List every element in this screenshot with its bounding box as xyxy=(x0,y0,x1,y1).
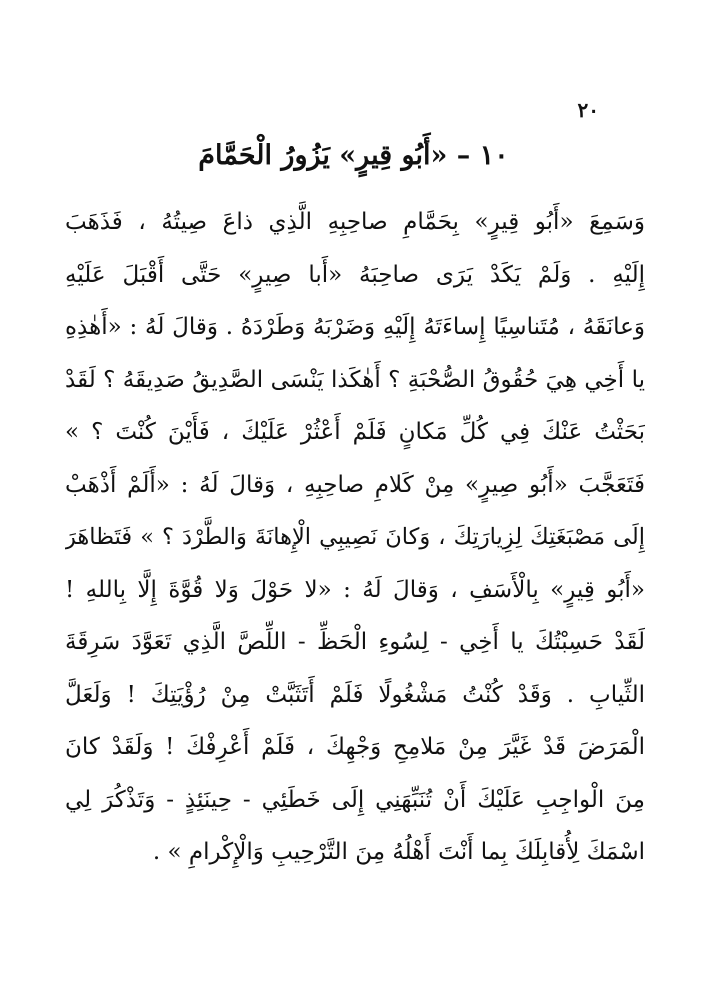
text-line: يا أَخِي هِيَ حُقُوقُ الصُّحْبَةِ ؟ أَهٰكَذا يَنْسَى الصَّدِيقُ صَدِيقَهُ ؟ لَقَدْ xyxy=(65,366,645,393)
text-line: فَتَعَجَّبَ «أَبُو صِيرٍ» مِنْ كَلامِ صاحِبِهِ ، وَقالَ لَهُ : «أَلَمْ أَذْهَبْ xyxy=(65,471,645,498)
text-line: لَقَدْ حَسِبْتُكَ يا أَخِي - لِسُوءِ الْحَظِّ - اللِّصَّ الَّذِي تَعَوَّدَ سَرِقَةَ xyxy=(65,629,645,655)
text-line: الْمَرَضَ قَدْ غَيَّرَ مِنْ مَلامِحِ وَجْهِكَ ، فَلَمْ أَعْرِفْكَ ! وَلَقَدْ كانَ xyxy=(65,734,645,760)
text-line: بَحَثْتُ عَنْكَ فِي كُلِّ مَكانٍ فَلَمْ أَعْثُرْ عَلَيْكَ ، فَأَيْنَ كُنْتَ ؟ » xyxy=(65,419,645,445)
text-line: وَعانَقَهُ ، مُتَناسِيًا إِساءَتَهُ إِلَيْهِ وَضَرْبَهُ وَطَرْدَهُ . وَقالَ لَهُ : «أَهٰذِهِ xyxy=(65,314,645,340)
chapter-title: ١٠ – «أَبُو قِيرٍ» يَزُورُ الْحَمَّامَ xyxy=(198,140,509,171)
text-line: الثِّيابِ . وَقَدْ كُنْتُ مَشْغُولًا فَلَمْ أَتَثَبَّتْ مِنْ رُؤْيَتِكَ ! وَلَعَلَّ xyxy=(65,681,645,708)
text-line: مِنَ الْواجِبِ عَلَيْكَ أَنْ تُنَبِّهَنِي إِلَى خَطَئِي - حِينَئِذٍ - وَتَذْكُرَ لِي xyxy=(65,786,645,813)
text-line: إِلَى مَصْبَغَتِكَ لِزِيارَتِكَ ، وَكانَ نَصِيبِي الْإِهانَةَ وَالطَّرْدَ ؟ » فَتَظاهَرَ xyxy=(65,524,645,550)
page-number: ٢٠ xyxy=(577,98,599,122)
text-line: إِلَيْهِ . وَلَمْ يَكَدْ يَرَى صاحِبَهُ «أَبا صِيرٍ» حَتَّى أَقْبَلَ عَلَيْهِ xyxy=(65,261,645,288)
body-text xyxy=(65,196,645,879)
text-line: «أَبُو قِيرٍ» بِالْأَسَفِ ، وَقالَ لَهُ : «لا حَوْلَ وَلا قُوَّةَ إِلَّا بِاللهِ ! xyxy=(65,576,645,603)
text-line: اسْمَكَ لِأُقابِلَكَ بِما أَنْتَ أَهْلُهُ مِنَ التَّرْحِيبِ وَالْإِكْرامِ » . xyxy=(152,839,645,865)
text-line: وَسَمِعَ «أَبُو قِيرٍ» بِحَمَّامِ صاحِبِهِ الَّذِي ذاعَ صِيتُهُ ، فَذَهَبَ xyxy=(65,209,645,235)
